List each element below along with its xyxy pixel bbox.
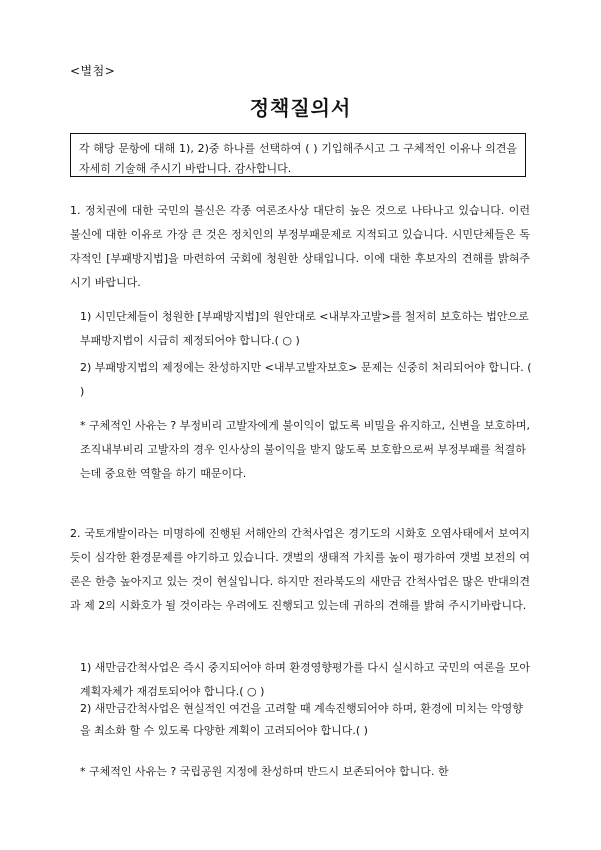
question-1-text: 1. 정치권에 대한 국민의 불신은 각종 여론조사상 대단히 높은 것으로 나타나고 있습니다. 이런 불신에 대한 이유로 가장 큰 것은 정치인의 부정부패문제로 지적되고 있습니다. 시민단체들은 독자적인 [부패방지법]을 마련하여 국회에 청원한 상태입니다. 이에 대한 후보자의 견해를 밝혀주시기 바랍니다. — [70, 204, 530, 289]
question-2-option-1: 1) 새만금간척사업은 즉시 중지되어야 하며 환경영향평가를 다시 실시하고 국민의 여론을 모아 계획자체가 재검토되어야 합니다.( ○ ) — [80, 661, 531, 698]
instruction-box: 각 해당 문항에 대해 1), 2)중 하나를 선택하여 ( ) 기입해주시고 그 구체적인 이유나 의견을 자세히 기술해 주시기 바랍니다. 감사합니다. — [70, 133, 526, 177]
attachment-label: <별첨> — [70, 64, 116, 78]
question-2-option-2: 2) 새만금간척사업은 현실적인 여건을 고려할 때 계속진행되어야 하며, 환경에 미치는 악영향을 최소화 할 수 있도록 다양한 계획이 고려되어야 합니다.( ) — [80, 702, 523, 737]
question-2-reason: * 구체적인 사유는 ? 국립공원 지정에 찬성하며 반드시 보존되어야 합니다. 한 — [80, 765, 449, 778]
page-title: 정책질의서 — [249, 96, 352, 120]
question-1-reason: * 구체적인 사유는 ? 부정비리 고발자에게 불이익이 없도록 비밀을 유지하고, 신변을 보호하며, 조직내부비리 고발자의 경우 인사상의 불이익을 받지 않도록 보호함으로써 부정부패를 척결하는데 중요한 역할을 하기 때문이다. — [80, 419, 530, 480]
question-2-text: 2. 국토개발이라는 미명하에 진행된 서해안의 간척사업은 경기도의 시화호 오염사태에서 보여지듯이 심각한 환경문제를 야기하고 있습니다. 갯벌의 생태적 가치를 높이 평가하여 갯벌 보전의 여론은 한층 높아지고 있는 것이 현실입니다. 하지만 전라북도의 새만금 간척사업은 많은 반대의견과 제 2의 시화호가 될 것이라는 우려에도 진행되고 있는데 귀하의 견해를 밝혀 주시기바랍니다. — [70, 527, 530, 612]
question-1-option-2: 2) 부패방지법의 제정에는 찬성하지만 <내부고발자보호> 문제는 신중히 처리되어야 합니다. ( ) — [80, 361, 532, 398]
question-1-option-1: 1) 시민단체들이 청원한 [부패방지법]의 원안대로 <내부자고발>를 철저히 보호하는 법안으로 부패방지법이 시급히 제정되어야 합니다.( ○ ) — [80, 310, 529, 347]
